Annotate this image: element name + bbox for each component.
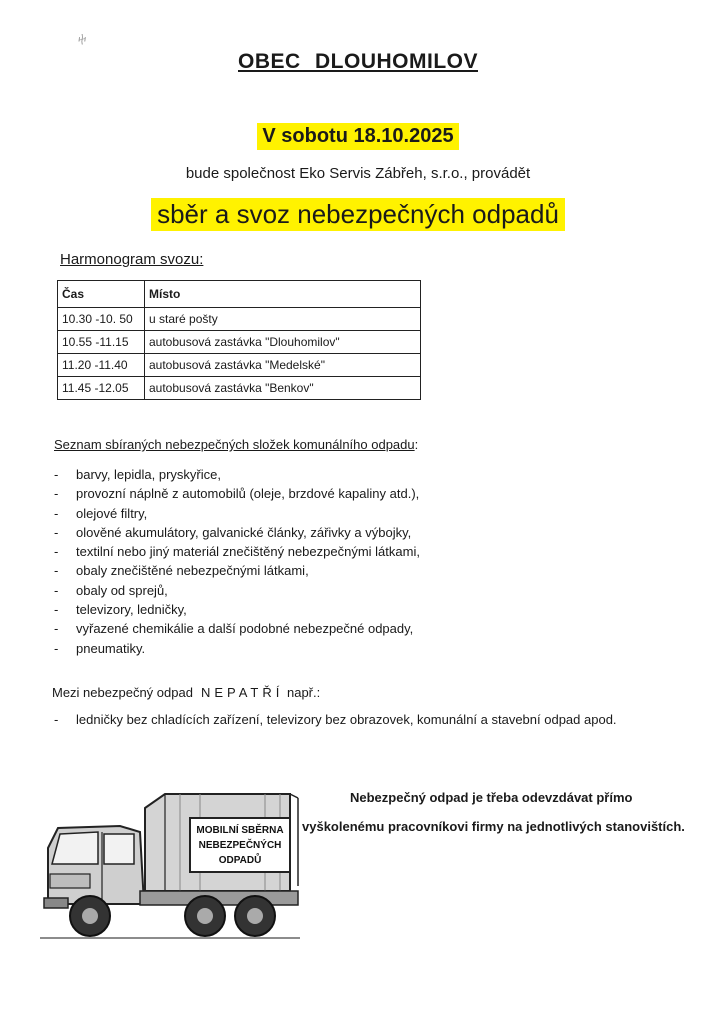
bullet-dash: - [54,640,59,656]
table-row [58,331,421,354]
list-item-text: vyřazené chemikálie a další podobné nebezpečné odpady, [76,621,414,637]
list-item-text: televizory, ledničky, [76,602,187,618]
table-row [58,308,421,331]
cell-place: autobusová zastávka "Medelské" [145,354,421,377]
bullet-dash: - [54,467,59,482]
col-header-place: Místo [145,281,421,308]
list-item-text: olověné akumulátory, galvanické články, zářivky a výbojky, [76,524,412,540]
cell-time: 10.30 -10. 50 [58,308,145,331]
list-item-text: textilní nebo jiný materiál znečištěný nebezpečnými látkami, [76,544,420,560]
truck-grille [50,874,90,888]
list-item [54,542,420,561]
cell-time: 11.45 -12.05 [58,377,145,400]
truck-windshield [52,832,98,864]
list-item [54,484,420,503]
subtitle: bude společnost Eko Servis Zábřeh, s.r.o., provádět [185,165,531,182]
date-block [0,123,716,150]
bullet-dash: - [54,563,59,579]
collected-list-title-text: Seznam sbíraných nebezpečných složek komunálního odpadu [54,437,415,452]
note-line-1: Nebezpečný odpad je třeba odevzdávat přímo [350,790,633,805]
bullet-dash: - [54,486,59,502]
truck-sign-line-2: NEBEZPEČNÝCH [198,840,282,851]
truck-sign-line-1: MOBILNÍ SBĚRNA [196,825,284,836]
excluded-item-text: ledničky bez chladících zařízení, televizory bez obrazovek, komunální a stavební odpad apod. [76,712,617,727]
bullet-dash: - [54,602,59,618]
list-item [54,639,420,658]
truck-side-window [104,834,134,864]
excluded-title-start: Mezi nebezpečný odpad [52,685,193,700]
list-item [54,619,420,638]
cell-time: 11.20 -11.40 [58,354,145,377]
cell-place: autobusová zastávka "Benkov" [145,377,421,400]
table-row [58,354,421,377]
truck-illustration [40,786,300,956]
bullet-dash: - [54,505,59,521]
truck-sign-line-3: ODPADŮ [218,855,262,866]
list-item-text: pneumatiky. [76,640,146,656]
col-header-time: Čas [58,281,145,308]
table-row [58,377,421,400]
bullet-dash: - [54,524,59,540]
bullet-dash: - [54,544,59,560]
bullet-dash: - [54,712,59,727]
bullet-dash: - [54,621,59,637]
cell-time: 10.55 -11.15 [58,331,145,354]
excluded-title [52,685,320,700]
bullet-dash: - [54,582,59,598]
note-line-2: vyškolenému pracovníkovi firmy na jednotlivých stanovištích. [302,819,685,834]
excluded-item [54,712,617,727]
list-item [54,561,420,580]
excluded-title-spaced: NEPATŘÍ [200,685,284,700]
list-item [54,523,420,542]
list-item-text: provozní náplně z automobilů (oleje, brzdové kapaliny atd.), [76,486,420,502]
collection-date: V sobotu 18.10.2025 [257,123,458,150]
collected-list-title [54,437,418,452]
main-heading-block [0,198,716,231]
table-header-row [58,281,421,308]
list-item [54,504,420,523]
excluded-title-end: např.: [286,685,321,700]
collected-list [54,465,420,658]
list-item-text: olejové filtry, [76,505,148,521]
page-title: OBEC DLOUHOMILOV [238,50,478,73]
list-item-text: obaly znečištěné nebezpečnými látkami, [76,563,309,579]
main-heading: sběr a svoz nebezpečných odpadů [151,198,565,231]
list-item [54,465,420,484]
list-item [54,581,420,600]
schedule-table [57,280,421,400]
cell-place: autobusová zastávka "Dlouhomilov" [145,331,421,354]
list-item [54,600,420,619]
list-item-text: obaly od sprejů, [76,582,168,598]
list-item-text: barvy, lepidla, pryskyřice, [76,467,221,482]
schedule-title: Harmonogram svozu: [60,251,204,268]
scan-mark: ⴕ [78,34,87,45]
cell-place: u staré pošty [145,308,421,331]
truck-bumper [44,898,68,908]
collected-list-title-colon: : [414,437,419,452]
